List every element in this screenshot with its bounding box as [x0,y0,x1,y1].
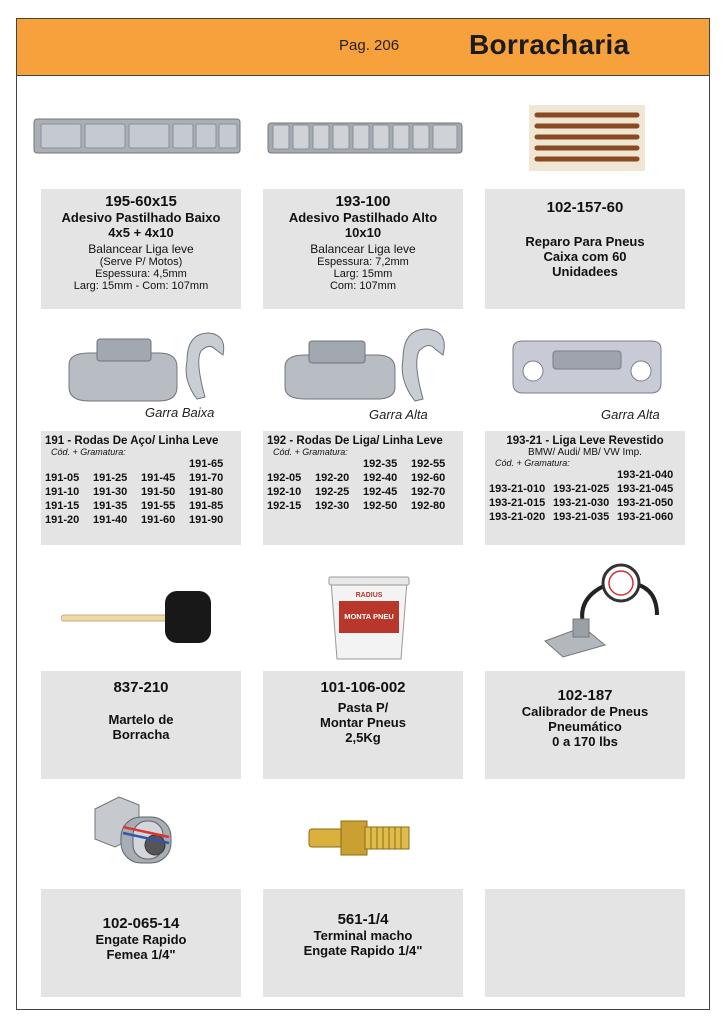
table-cell: 191-80 [189,486,224,498]
table-cell: 192-50 [363,500,398,512]
table-cell: 191-20 [45,514,80,526]
table-row [267,485,459,499]
table-cell [267,457,315,471]
table-title: 192 - Rodas De Liga/ Linha Leve [267,435,443,447]
product-line: Reparo Para Pneus [525,234,645,249]
adhesive-weight-high-image [267,119,463,157]
adhesive-weight-low-image [33,115,243,159]
table-row [45,471,237,485]
table-cell [553,468,617,482]
table-cell: 191-70 [189,472,224,484]
table-row [489,482,681,496]
product-card-193-100 [263,189,463,309]
table-cell: 193-21-015 [489,497,546,509]
table-row [45,485,237,499]
product-code: 561-1/4 [337,911,389,928]
table-cell: 193-21-025 [553,483,610,495]
table-cell: 191-05 [45,472,80,484]
male-terminal-image [305,813,417,863]
table-cell: 191-50 [141,486,176,498]
table-cell: 191-35 [93,500,128,512]
product-name: 4x5 + 4x10 [108,225,174,240]
code-table [267,457,459,513]
clip-type-label: Garra Alta [601,407,660,422]
table-cell: 192-40 [363,472,398,484]
table-cell: 191-40 [93,514,128,526]
tire-paste-bucket-image [325,575,413,661]
table-row [45,457,237,471]
product-code: 102-157-60 [546,199,624,216]
product-line: Terminal macho [313,928,413,943]
product-desc: Balancear Liga leve [88,242,194,256]
table-note: Cód. + Gramatura: [51,447,126,457]
product-card-102-065-14 [41,889,241,997]
table-cell: 192-45 [363,486,398,498]
product-desc: Com: 107mm [329,280,397,292]
product-name: Adesivo Pastilhado Baixo [61,210,221,225]
table-cell: 192-80 [411,500,446,512]
product-card-195-60x15 [41,189,241,309]
table-cell [141,457,189,471]
table-cell: 193-21-030 [553,497,610,509]
product-line: Martelo de [108,712,174,727]
table-cell: 192-10 [267,486,302,498]
clip-weight-low-image [59,325,229,407]
page-header [17,19,709,76]
product-code: 102-187 [557,687,613,704]
product-card-561-1-4 [263,889,463,997]
product-line: 0 a 170 lbs [552,734,618,749]
table-cell: 191-45 [141,472,176,484]
product-line: Borracha [112,727,170,742]
product-line: Caixa com 60 [543,249,627,264]
quick-coupler-female-image [89,791,189,873]
table-title: 193-21 - Liga Leve Revestido [506,435,664,447]
product-card-102-157-60 [485,189,685,309]
table-cell: 192-25 [315,486,350,498]
product-line: Calibrador de Pneus [521,704,649,719]
table-cell: 191-10 [45,486,80,498]
table-row [267,499,459,513]
product-code: 101-106-002 [320,679,406,696]
table-row [489,510,681,524]
table-cell: 191-15 [45,500,80,512]
table-row [267,457,459,471]
table-title: 191 - Rodas De Aço/ Linha Leve [45,435,219,447]
product-card-837-210 [41,671,241,779]
product-name: 10x10 [344,225,382,240]
table-subtitle: BMW/ Audi/ MB/ VW Imp. [528,447,642,458]
table-cell: 191-30 [93,486,128,498]
bucket-brand: RADIUS [355,592,383,599]
tire-inflator-gauge-image [533,557,673,661]
page-number: Pag. 206 [339,37,400,54]
table-cell: 191-65 [189,458,224,470]
table-note: Cód. + Gramatura: [495,458,570,468]
code-table [45,457,237,527]
product-line: Pneumático [548,719,622,734]
product-desc: Larg: 15mm - Com: 107mm [73,280,209,292]
product-line: Montar Pneus [320,715,406,730]
code-table [489,468,681,524]
product-desc: Balancear Liga leve [310,242,416,256]
table-cell: 191-25 [93,472,128,484]
table-cell: 193-21-035 [553,511,610,523]
table-cell [93,457,141,471]
table-row [45,499,237,513]
table-cell: 193-21-060 [617,511,674,523]
table-cell: 192-60 [411,472,446,484]
empty-card [485,889,685,997]
rubber-mallet-image [61,585,217,649]
table-cell: 192-30 [315,500,350,512]
table-cell: 193-21-045 [617,483,674,495]
table-cell: 191-90 [189,514,224,526]
table-cell: 193-21-040 [617,469,674,481]
product-code: 102-065-14 [102,915,180,932]
spec-table-193-21 [485,431,685,545]
product-card-101-106-002 [263,671,463,779]
coated-clip-weight-image [509,339,665,395]
page-title: Borracharia [469,29,630,60]
table-cell [315,457,363,471]
product-code: 195-60x15 [105,193,177,210]
table-cell [45,457,93,471]
product-line: Pasta P/ [337,700,389,715]
table-cell: 192-55 [411,458,446,470]
product-desc: Larg: 15mm [333,268,393,280]
table-cell: 191-60 [141,514,176,526]
table-row [45,513,237,527]
product-line: Engate Rapido 1/4" [303,943,423,958]
table-row [489,468,681,482]
product-line: Engate Rapido [95,932,187,947]
table-cell: 191-55 [141,500,176,512]
clip-type-label: Garra Baixa [145,405,215,420]
product-line: Unidadees [552,264,618,279]
product-desc: (Serve P/ Motos) [99,256,183,268]
catalog-page [16,18,710,1010]
table-cell: 193-21-010 [489,483,546,495]
product-name: Adesivo Pastilhado Alto [288,210,438,225]
table-cell [489,468,553,482]
table-cell: 192-05 [267,472,302,484]
product-code: 193-100 [335,193,391,210]
table-cell: 192-35 [363,458,398,470]
spec-table-192 [263,431,463,545]
clip-weight-high-image [279,325,449,407]
product-code: 837-210 [113,679,169,696]
clip-type-label: Garra Alta [369,407,428,422]
table-cell: 192-15 [267,500,302,512]
bucket-label: MONTA PNEU [344,612,394,621]
product-card-102-187 [485,671,685,779]
table-cell: 192-70 [411,486,446,498]
tire-repair-strips-image [529,105,645,171]
spec-table-191 [41,431,241,545]
product-line: Femea 1/4" [106,947,176,962]
table-row [489,496,681,510]
table-cell: 193-21-020 [489,511,546,523]
product-desc: Espessura: 4,5mm [95,268,187,280]
table-row [267,471,459,485]
table-note: Cód. + Gramatura: [273,447,348,457]
table-cell: 192-20 [315,472,350,484]
product-desc: Espessura: 7,2mm [317,256,409,268]
product-line: 2,5Kg [345,730,381,745]
table-cell: 191-85 [189,500,224,512]
table-cell: 193-21-050 [617,497,674,509]
